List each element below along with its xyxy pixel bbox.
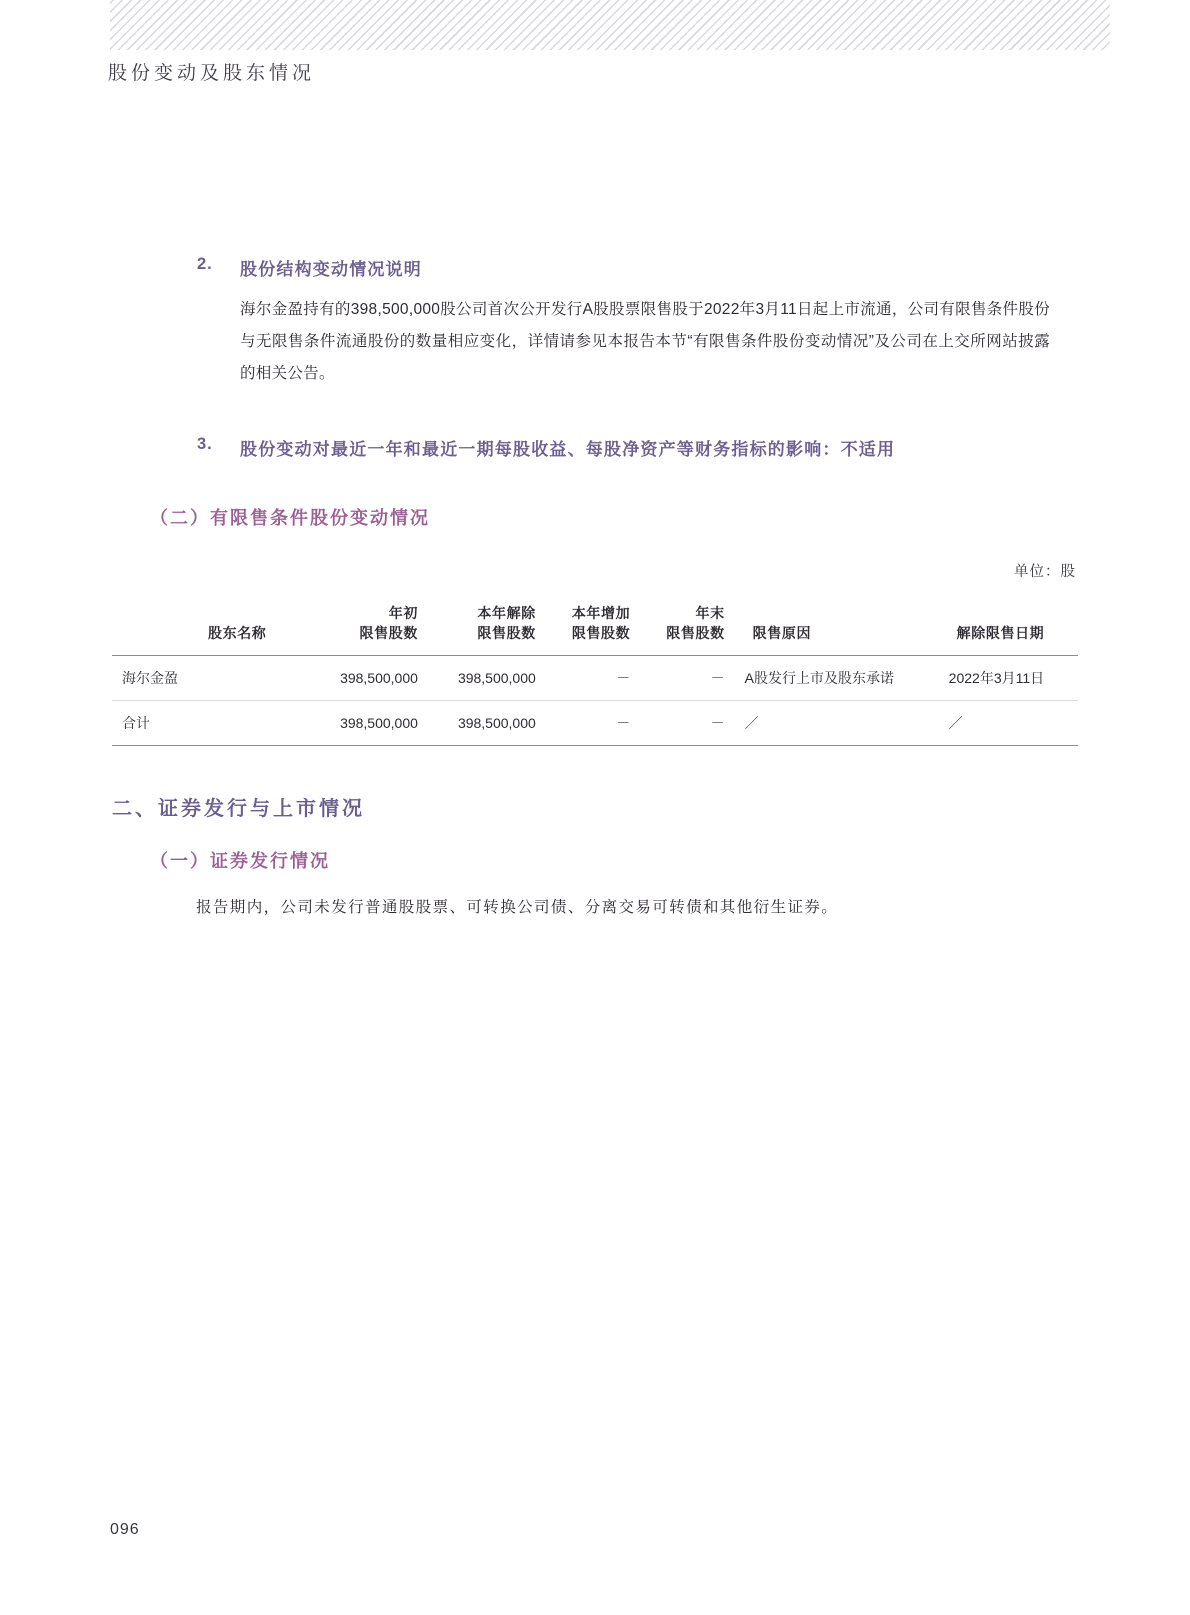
cell-released: 398,500,000: [428, 701, 546, 746]
item-number: 2.: [197, 255, 213, 273]
col-end-restricted: 年末 限售股数: [640, 597, 734, 656]
cell-begin-restricted: 398,500,000: [310, 701, 428, 746]
cell-released: 398,500,000: [428, 656, 546, 701]
item-title: 股份变动对最近一年和最近一期每股收益、每股净资产等财务指标的影响：不适用: [240, 440, 896, 460]
page-content: [112, 255, 1078, 917]
cell-added: －: [546, 656, 640, 701]
numbered-item-2: [112, 255, 1078, 389]
col-release-date: 解除限售日期: [939, 597, 1078, 656]
table-row: [112, 656, 1078, 701]
item-body: 海尔金盈持有的398,500,000股公司首次公开发行A股股票限售股于2022年3月11日起上市流通，公司有限售条件股份与无限售条件流通股份的数量相应变化，详情请参见本报告本节“有限售条件股份变动情况”及公司在上交所网站披露的相关公告。: [240, 301, 1050, 382]
cell-begin-restricted: 398,500,000: [310, 656, 428, 701]
table-unit-label: 单位：股: [1014, 564, 1076, 581]
cell-added: －: [546, 701, 640, 746]
decorative-hatch-band: [110, 0, 1110, 50]
cell-end-restricted: －: [640, 701, 734, 746]
cell-release-date: 2022年3月11日: [939, 656, 1078, 701]
page-number: 096: [110, 1521, 140, 1538]
item-number: 3.: [197, 435, 213, 454]
col-added-this-year: 本年增加 限售股数: [546, 597, 640, 656]
cell-shareholder-name: 合计: [112, 701, 310, 746]
table-header-row: [112, 597, 1078, 656]
restricted-shares-table: [112, 597, 1078, 746]
section-body-issuance: 报告期内，公司未发行普通股股票、可转换公司债、分离交易可转债和其他衍生证券。: [196, 899, 839, 917]
col-released-this-year: 本年解除 限售股数: [428, 597, 546, 656]
running-header: 股份变动及股东情况: [108, 62, 316, 84]
cell-release-date: ／: [939, 701, 1078, 746]
item-title: 股份结构变动情况说明: [240, 260, 422, 279]
col-shareholder-name: 股东名称: [112, 597, 310, 656]
cell-end-restricted: －: [640, 656, 734, 701]
numbered-item-3: [112, 435, 1078, 460]
table-row: [112, 701, 1078, 746]
col-restriction-reason: 限售原因: [735, 597, 939, 656]
section-subheading-issuance: （一）证券发行情况: [150, 851, 330, 872]
cell-reason: ／: [735, 701, 939, 746]
restricted-shares-heading: （二）有限售条件股份变动情况: [150, 508, 430, 529]
cell-shareholder-name: 海尔金盈: [112, 656, 310, 701]
col-begin-restricted: 年初 限售股数: [310, 597, 428, 656]
section-heading-securities: 二、证券发行与上市情况: [112, 798, 365, 821]
cell-reason: A股发行上市及股东承诺: [735, 656, 939, 701]
